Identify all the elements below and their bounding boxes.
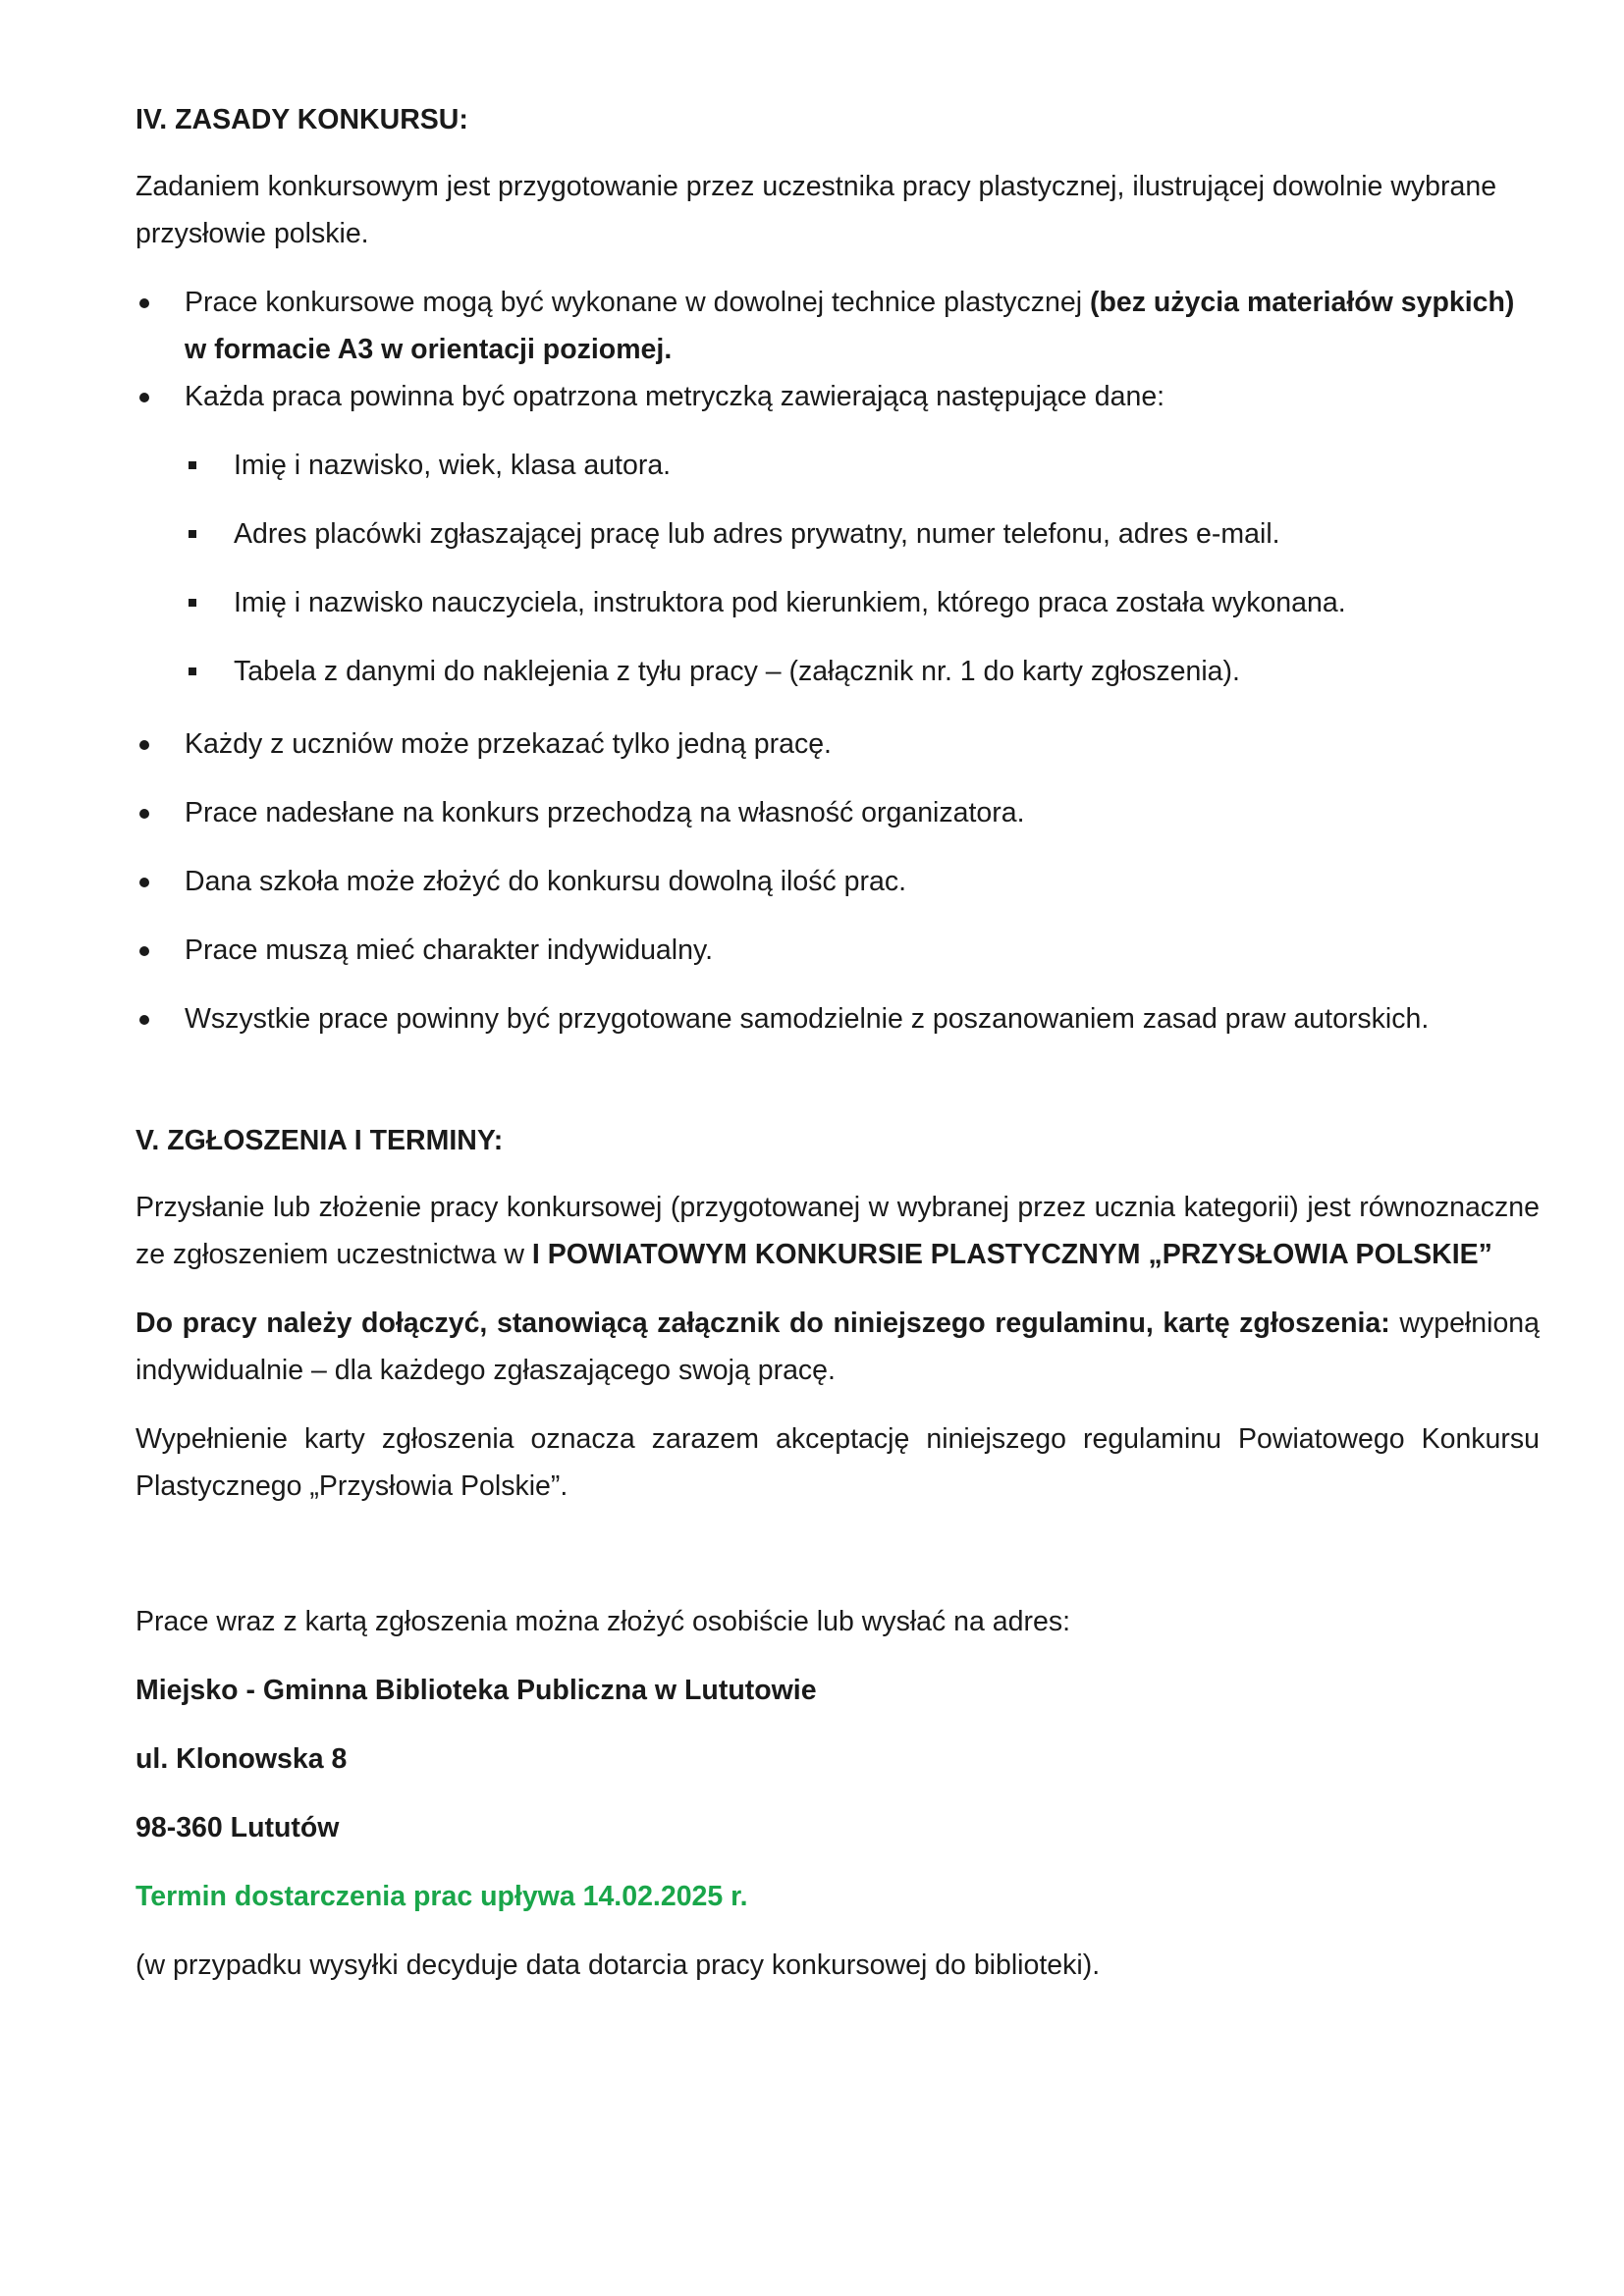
rule-item: [135, 789, 1540, 836]
section-4-intro: Zadaniem konkursowym jest przygotowanie przez uczestnika pracy plastycznej, ilustrującej dowolnie wybrane przysłowie polskie.: [135, 171, 1497, 249]
rule-item-text: Każdy z uczniów może przekazać tylko jedną pracę.: [185, 728, 832, 760]
metric-field: [135, 442, 1540, 489]
bullet-dot-icon: [139, 878, 149, 887]
metric-field: [135, 510, 1540, 558]
metric-field-text: Imię i nazwisko, wiek, klasa autora.: [234, 450, 672, 481]
attachment-note-text: wypełnioną indywidualnie – dla każdego zgłaszającego swoją pracę.: [135, 1308, 1541, 1386]
contest-name: I POWIATOWYM KONKURSIE PLASTYCZNYM „PRZYSŁOWIA POLSKIE”: [531, 1239, 1492, 1270]
rule-technique-bold: (bez użycia materiałów sypkich) w formacie A3 w orientacji poziomej.: [185, 287, 1515, 365]
metric-field-text: Tabela z danymi do naklejenia z tyłu pracy – (załącznik nr. 1 do karty zgłoszenia).: [234, 656, 1240, 687]
bullet-dot-icon: [139, 740, 149, 750]
address-line-1: Miejsko - Gminna Biblioteka Publiczna w Lututowie: [135, 1675, 817, 1706]
bullet-square-icon: [189, 599, 196, 607]
rule-item: [135, 927, 1540, 974]
attachment-note-bold: Do pracy należy dołączyć, stanowiącą załącznik do niniejszego regulaminu, kartę zgłoszenia:: [135, 1308, 1390, 1339]
section-spacer: [135, 1042, 1540, 1117]
paragraph-text: Przysłanie lub złożenie pracy konkursowej (przygotowanej w wybranej przez ucznia kategorii) jest równoznaczne ze zgłoszeniem uczestnictwa w: [135, 1192, 1540, 1270]
rule-item: [135, 858, 1540, 905]
bullet-dot-icon: [139, 946, 149, 956]
section-4-heading: IV. ZASADY KONKURSU:: [135, 104, 468, 135]
rule-item: [135, 721, 1540, 768]
bullet-dot-icon: [139, 1015, 149, 1025]
deadline-note: (w przypadku wysyłki decyduje data dotarcia pracy konkursowej do biblioteki).: [135, 1949, 1101, 1981]
metric-fields-list: [135, 442, 1540, 695]
address-line-2: ul. Klonowska 8: [135, 1743, 348, 1775]
section-5-paragraph-1: [135, 1184, 1540, 1278]
bullet-dot-icon: [139, 298, 149, 308]
rule-item-text: Wszystkie prace powinny być przygotowane samodzielnie z poszanowaniem zasad praw autorskich.: [185, 1003, 1430, 1035]
section-5-paragraph-4: Prace wraz z kartą zgłoszenia można złożyć osobiście lub wysłać na adres:: [135, 1606, 1070, 1637]
paragraph-spacer: [135, 1531, 1540, 1598]
bullet-dot-icon: [139, 809, 149, 819]
address-line-3: 98-360 Lututów: [135, 1812, 340, 1843]
rule-technique: [135, 279, 1540, 373]
metric-field: [135, 579, 1540, 626]
rule-item-text: Dana szkoła może złożyć do konkursu dowolną ilość prac.: [185, 866, 907, 897]
section-5-paragraph-2: [135, 1300, 1540, 1394]
rules-list: [135, 279, 1540, 420]
section-5-paragraph-3: Wypełnienie karty zgłoszenia oznacza zarazem akceptację niniejszego regulaminu Powiatowego Konkursu Plastycznego „Przysłowia Polskie”.: [135, 1423, 1540, 1502]
metric-field-text: Adres placówki zgłaszającej pracę lub adres prywatny, numer telefonu, adres e-mail.: [234, 518, 1280, 550]
bullet-square-icon: [189, 530, 196, 538]
rules-list-continued: [135, 721, 1540, 1042]
bullet-square-icon: [189, 461, 196, 469]
bullet-square-icon: [189, 667, 196, 675]
rule-metric: [135, 373, 1540, 420]
rule-metric-text: Każda praca powinna być opatrzona metryczką zawierającą następujące dane:: [185, 381, 1165, 412]
metric-field: [135, 648, 1540, 695]
bullet-dot-icon: [139, 393, 149, 402]
section-5-heading: V. ZGŁOSZENIA I TERMINY:: [135, 1125, 504, 1156]
rule-technique-text: Prace konkursowe mogą być wykonane w dowolnej technice plastycznej: [185, 287, 1090, 318]
deadline-text: Termin dostarczenia prac upływa 14.02.2025 r.: [135, 1881, 748, 1912]
rule-item-text: Prace nadesłane na konkurs przechodzą na własność organizatora.: [185, 797, 1025, 828]
rule-item-text: Prace muszą mieć charakter indywidualny.: [185, 934, 714, 966]
rule-item: [135, 995, 1540, 1042]
metric-field-text: Imię i nazwisko nauczyciela, instruktora pod kierunkiem, którego praca została wykonana.: [234, 587, 1346, 618]
